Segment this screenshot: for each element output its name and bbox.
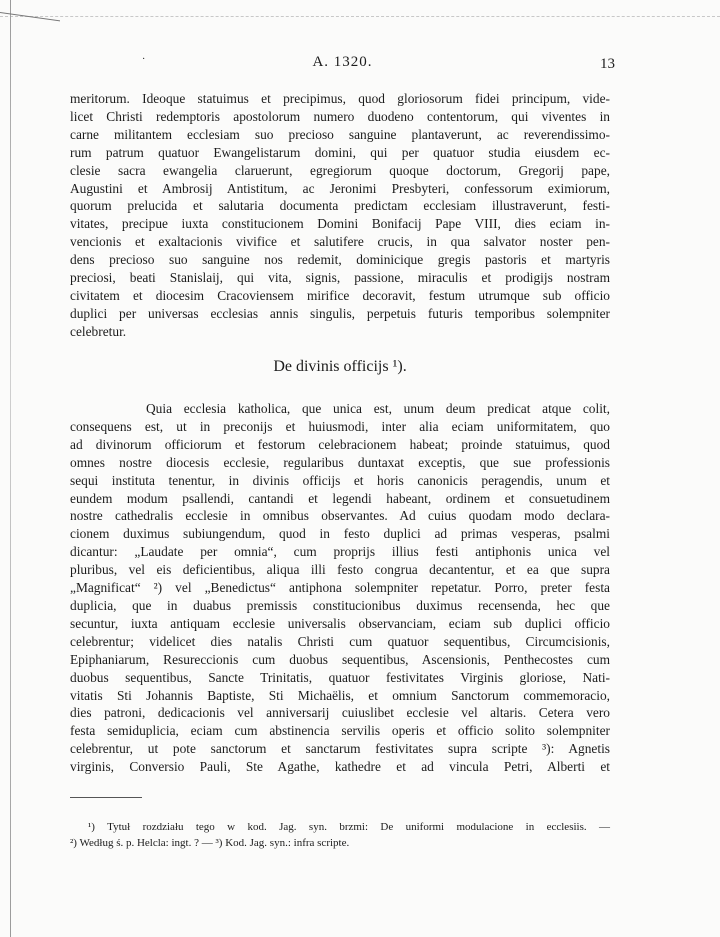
text-line: virginis, Conversio Pauli, Ste Agathe, kathedre et ad vincula Petri, Alberti et [70, 759, 610, 775]
text-line: celebrentur, ut pote sanctorum et sanctarum festivitates supra scripte ³): Agnetis [70, 741, 610, 757]
text-line: vitates, precipue iuxta constitucionem Domini Bonifacij Pape VIII, dies eciam in- [70, 216, 610, 232]
text-line: ad divinorum officiorum et festorum celebracionem habeat; proinde statuimus, quod [70, 436, 610, 452]
text-line: „Magnificat“ ²) vel „Benedictus“ antiphona solempniter repetatur. Porro, preter festa [70, 580, 610, 596]
text-line: celebretur. [70, 323, 127, 339]
text-line: preciosi, beati Stanislaij, qui vita, signis, passione, miraculis et prodigijs nostram [70, 270, 610, 286]
text-line: quorum prelucida et salutaria documenta predictam ecclesiam illustraverunt, festi- [70, 198, 610, 214]
page-number: 13 [600, 56, 615, 72]
text-line: omnes nostre diocesis ecclesie, regularibus duntaxat exceptis, que sue professionis [70, 454, 610, 470]
footnote-line: ²) Według ś. p. Helcla: ingt. ? — ³) Kod. Jag. syn.: infra scripte. [70, 837, 350, 849]
text-line: consequens est, ut in preconijs et huiusmodi, inter alia eciam uniformitatem, quo [70, 418, 610, 434]
text-line: civitatem et diocesim Cracoviensem mirifice decoravit, festum utrumque sub officio [70, 287, 610, 303]
text-line: rum patrum quatuor Ewangelistarum domini, qui per quatuor studia eiusdem ec- [70, 144, 610, 160]
footnote-separator [70, 797, 142, 798]
text-line: dicantur: „Laudate per omnia“, cum proprijs illius festi antiphonis unica vel [70, 544, 610, 560]
text-line: meritorum. Ideoque statuimus et precipimus, quod gloriosorum fidei principum, vide- [70, 91, 610, 106]
text-line: vencionis et exaltacionis vivifice et salutifere crucis, in qua salvator noster pen- [70, 234, 610, 250]
text-line: clesie sacra ewangelia claruerunt, egregiorum quoque doctorum, Gregorij pape, [70, 162, 610, 178]
header-year: A. 1320. [312, 54, 373, 70]
footnotes [70, 819, 610, 851]
text-line: festa semiduplicia, eciam cum abstinencia servilis operis et officio solito solempniter [70, 723, 610, 739]
text-line: Epiphaniarum, Resureccionis cum duobus sequentibus, Ascensionis, Penthecostes cum [70, 651, 610, 667]
text-line: vitatis Sti Johannis Baptiste, Sti Michaëlis, et omnium Sanctorum commemoracio, [70, 687, 610, 703]
text-line: duplicia, que in duabus premissis constitucionibus duximus recensenda, hec que [70, 597, 610, 613]
text-line: Augustini et Ambrosij Antistitum, ac Jeronimi Presbyteri, confessorum eximiorum, [70, 180, 610, 196]
text-line: licet Christi redemptoris apostolorum numero duodeno contentorum, qui viventes in [70, 108, 610, 124]
section-heading: De divinis officijs ¹). [273, 358, 407, 375]
text-line: duobus sequentibus, Sancte Trinitatis, quatuor festivitates Virginis gloriose, Nati- [70, 669, 610, 685]
scan-edge-top [0, 2, 720, 17]
text-line: Quia ecclesia katholica, que unica est, unum deum predicat atque colit, [146, 401, 610, 416]
text-line: dies patroni, dedicacionis vel anniversarij cuiuslibet ecclesie vel altaris. Cetera vero [70, 705, 610, 721]
page-header [70, 54, 615, 76]
header-dot: · [142, 54, 146, 65]
paragraph-meritorum [70, 90, 610, 341]
footnote-line: ¹) Tytuł rozdziału tego w kod. Jag. syn. brzmi: De uniformi modulacione in ecclesiis. — [88, 821, 610, 833]
text-line: cionem duximus subiungendum, quod in festo duplici ad primas vesperas, psalmi [70, 526, 610, 542]
scan-edge-left [10, 0, 11, 937]
text-line: secuntur, iuxta antiquam ecclesie universalis observanciam, eciam sub duplici officio [70, 615, 610, 631]
text-line: dens precioso suo sanguine nos redemit, dominicique gregis pastoris et martyris [70, 252, 610, 268]
paragraph-quia-ecclesia [70, 400, 610, 776]
text-line: nostre cathedralis ecclesie in omnibus observantes. Ad cuius quodam modo declara- [70, 508, 610, 524]
text-line: celebrentur; videlicet dies natalis Christi cum quatuor sequentibus, Circumcisionis, [70, 633, 610, 649]
text-line: sequi instituta tenentur, in divinis officijs et horis canonicis peragendis, unum et [70, 472, 610, 488]
text-line: carne militantem ecclesiam suo precioso sanguine plantaverunt, ac reverendissimo- [70, 126, 610, 142]
text-line: duplici per universas ecclesias annis singulis, perpetuis futuris temporibus solempniter [70, 305, 610, 321]
text-line: pluribus, vel eis deficientibus, aliqua illi festo congrua decantentur, et ea que supra [70, 562, 610, 578]
text-line: eundem modum psallendi, cantandi et legendi habeant, ordinem et consuetudinem [70, 490, 610, 506]
